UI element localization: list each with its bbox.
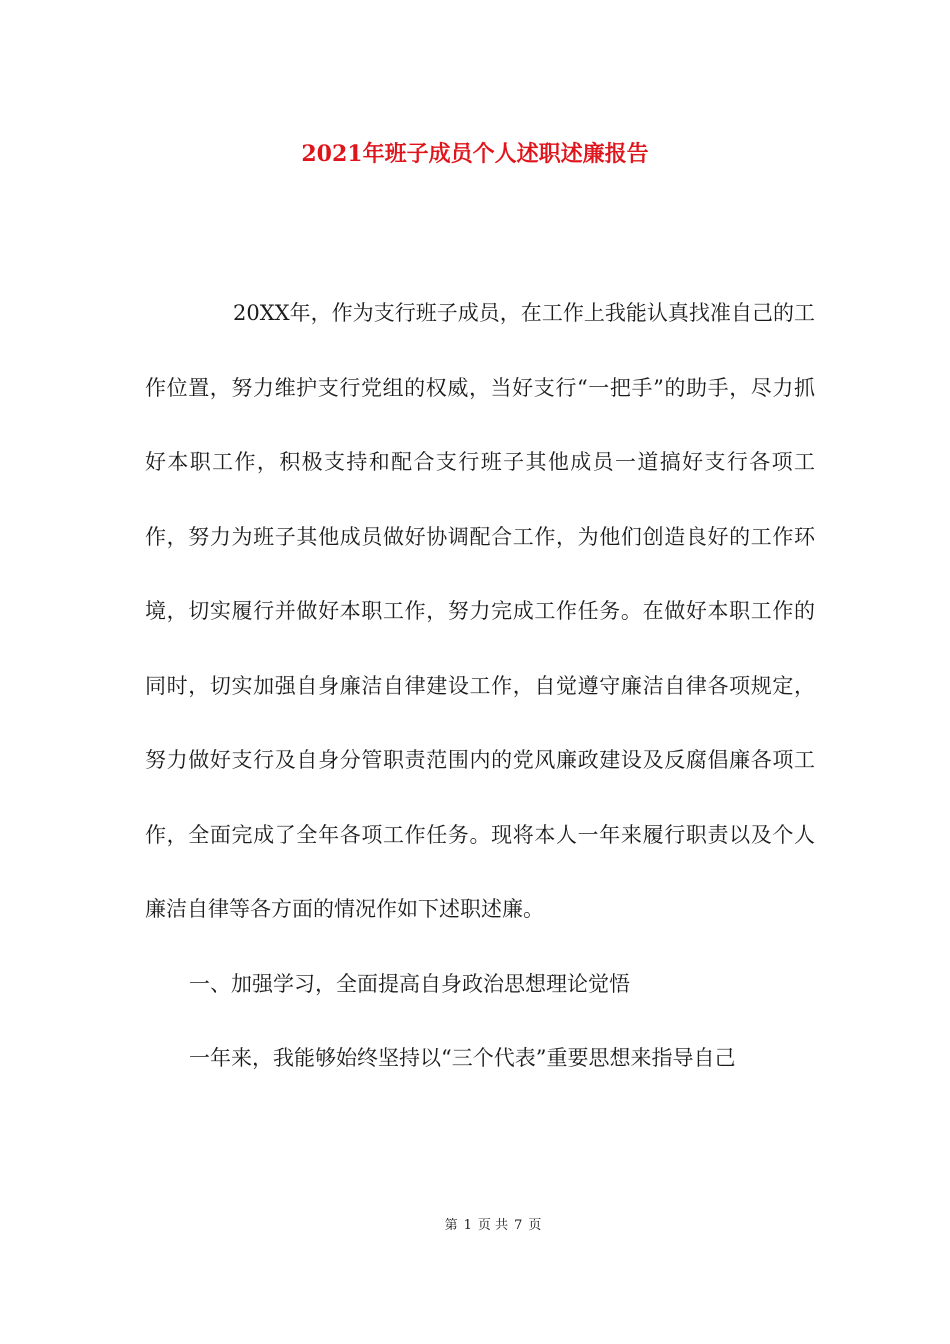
page-label-mid: 页 共 [477,1218,509,1233]
document-title: 2021年班子成员个人述职述廉报告 [301,141,649,167]
paragraph-intro: 20XX年，作为支行班子成员，在工作上我能认真找准自己的工作位置，努力维护支行党组的权威，当好支行“一把手”的助手，尽力抓好本职工作，积极支持和配合支行班子其他成员一道搞好支行各项工作，努力为班子其他成员做好协调配合工作，为他们创造良好的工作环境，切实履行并做好本职工作，努力完成工作任务。在做好本职工作的同时，切实加强自身廉洁自律建设工作，自觉遵守廉洁自律各项规定，努力做好支行及自身分管职责范围内的党风廉政建设及反腐倡廉各项工作，全面完成了全年各项工作任务。现将本人一年来履行职责以及个人廉洁自律等各方面的情况作如下述职述廉。 [145,301,815,921]
page-footer [0,1216,950,1236]
page-label-prefix: 第 [444,1218,458,1233]
paragraph-section-1: 一年来，我能够始终坚持以“三个代表”重要思想来指导自己 [189,1046,736,1070]
document-body [145,276,815,1096]
current-page-number: 1 [463,1218,472,1233]
total-pages-number: 7 [514,1218,523,1233]
section-heading-1: 一、加强学习，全面提高自身政治思想理论觉悟 [189,971,630,996]
page-label-suffix: 页 [528,1218,542,1233]
